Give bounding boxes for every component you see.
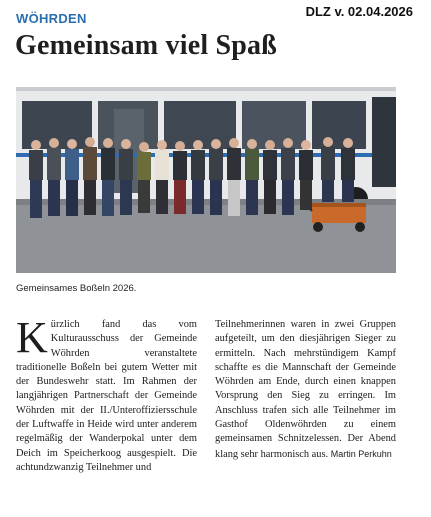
- group-photo-illustration: [16, 87, 396, 273]
- section-kicker: WÖHRDEN: [16, 11, 87, 26]
- article-paragraph-left: Kürzlich fand das vom Kulturausschuss der Gemeinde Wöhrden veranstaltete traditionelle Boßeln bei gutem Wetter mit der Bundeswehr statt. Im Rahmen der langjährigen Partnerschaft der Gemeinde Wöhrden mit der II./Unteroffiziersschule der Luftwaffe in Heide wird unter anderem regelmäßig der Wanderpokal unter dem Deich im Speicherkoog ausgespielt. Die achtundzwanzig Teilnehmer und: [16, 313, 197, 473]
- article-text-right: Teilnehmerinnen waren in zwei Gruppen aufgeteilt, um den diesjährigen Sieger zu ermitteln. Nach mehrstündigem Kampf schaffte es die Mannschaft der Gemeinde Wöhrden am Ende, durch einen knappen Vorsprung den Sieg zu erringen. Im Anschluss trafen sich alle Teilnehmer im Gasthof Oldenwöhrden zu einem gemeinsamen Schnitzelessen. Der Abend klang sehr harmonisch aus.: [215, 319, 396, 460]
- article-paragraph-right: [215, 318, 396, 462]
- headline: Gemeinsam viel Spaß: [15, 30, 278, 61]
- group-photo: [16, 87, 396, 273]
- source-label: DLZ v. 02.04.2026: [305, 4, 413, 19]
- article-column-left: [16, 313, 197, 475]
- author-name: Martin Perkuhn: [330, 448, 392, 459]
- article-column-right: [215, 318, 396, 462]
- photo-caption: Gemeinsames Boßeln 2026.: [16, 283, 137, 294]
